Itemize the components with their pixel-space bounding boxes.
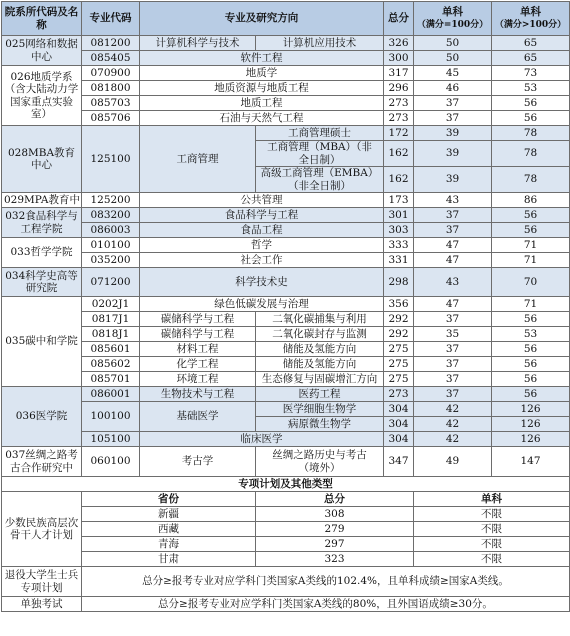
major-cell: 地质学 (140, 66, 384, 81)
table-row (2, 342, 570, 357)
single-over100-cell: 56 (492, 208, 570, 223)
table-row (2, 51, 570, 66)
single-over100-cell: 78 (492, 167, 570, 193)
code-cell: 0202J1 (82, 297, 140, 312)
total-cell: 304 (384, 417, 414, 432)
single-over100-cell: 65 (492, 36, 570, 51)
single-over100-cell: 126 (492, 402, 570, 417)
table-header-row (2, 2, 570, 36)
minority-plan-label: 少数民族高层次骨干人才计划 (2, 492, 82, 567)
single-100-cell: 39 (414, 126, 492, 141)
total-cell: 273 (384, 387, 414, 402)
major-cell: 化学工程 (140, 357, 256, 372)
veteran-plan-label: 退役大学生士兵专项计划 (2, 567, 82, 597)
solo-exam-text: 总分≥报考专业对应学科门类国家A类线的80%，且外国语成绩≥30分。 (82, 597, 570, 612)
direction-cell: 计算机应用技术 (256, 36, 384, 51)
single-100-cell: 37 (414, 372, 492, 387)
table-row (2, 447, 570, 477)
code-cell: 010100 (82, 238, 140, 253)
single-100-cell: 37 (414, 387, 492, 402)
single-100-cell: 43 (414, 193, 492, 208)
major-cell: 碳储科学与工程 (140, 312, 256, 327)
total-cell: 275 (384, 342, 414, 357)
table-row (2, 96, 570, 111)
code-cell: 085701 (82, 372, 140, 387)
major-cell: 公共管理 (140, 193, 384, 208)
minority-row (2, 507, 570, 522)
major-cell: 软件工程 (140, 51, 384, 66)
header-single-100-note: （满分=100分） (416, 20, 489, 30)
code-cell: 0818J1 (82, 327, 140, 342)
solo-exam-label: 单独考试 (2, 597, 82, 612)
total-cell: 298 (384, 268, 414, 297)
province-cell: 西藏 (82, 522, 256, 537)
total-cell: 297 (256, 537, 414, 552)
single-100-cell: 50 (414, 51, 492, 66)
table-row (2, 268, 570, 297)
single-over100-cell: 56 (492, 387, 570, 402)
dept-cell: 034科学史高等研究院 (2, 268, 82, 297)
single-over100-cell: 78 (492, 126, 570, 141)
single-100-cell: 42 (414, 417, 492, 432)
header-dept: 院系所代码及名称 (2, 2, 82, 36)
total-cell: 275 (384, 357, 414, 372)
province-cell: 青海 (82, 537, 256, 552)
code-cell: 086003 (82, 223, 140, 238)
special-section-title-row (2, 477, 570, 492)
major-cell: 地质工程 (140, 96, 384, 111)
table-row (2, 126, 570, 141)
province-cell: 甘肃 (82, 552, 256, 567)
major-cell: 食品工程 (140, 223, 384, 238)
total-cell: 173 (384, 193, 414, 208)
total-cell: 304 (384, 402, 414, 417)
single-100-cell: 37 (414, 111, 492, 126)
major-cell: 生物技术与工程 (140, 387, 256, 402)
dept-cell: 033哲学学院 (2, 238, 82, 268)
table-row (2, 432, 570, 447)
single-100-cell: 37 (414, 312, 492, 327)
header-total: 总分 (256, 492, 414, 507)
veteran-plan-row (2, 567, 570, 597)
major-cell: 石油与天然气工程 (140, 111, 384, 126)
major-cell: 科学技术史 (140, 268, 384, 297)
total-cell: 323 (256, 552, 414, 567)
code-cell: 071200 (82, 268, 140, 297)
header-single-100-label: 单科 (442, 5, 463, 18)
single-over100-cell: 56 (492, 111, 570, 126)
single-100-cell: 47 (414, 297, 492, 312)
single-over100-cell: 56 (492, 96, 570, 111)
single-100-cell: 49 (414, 447, 492, 477)
single-over100-cell: 147 (492, 447, 570, 477)
major-cell: 计算机科学与技术 (140, 36, 256, 51)
single-100-cell: 42 (414, 402, 492, 417)
total-cell: 172 (384, 126, 414, 141)
single-100-cell: 47 (414, 238, 492, 253)
single-100-cell: 37 (414, 223, 492, 238)
major-cell: 社会工作 (140, 253, 384, 268)
major-cell: 绿色低碳发展与治理 (140, 297, 384, 312)
single-over100-cell: 70 (492, 268, 570, 297)
single-over100-cell: 126 (492, 432, 570, 447)
total-cell: 304 (384, 432, 414, 447)
total-cell: 347 (384, 447, 414, 477)
province-cell: 新疆 (82, 507, 256, 522)
direction-cell: 医学细胞生物学 (256, 402, 384, 417)
single-over100-cell: 86 (492, 193, 570, 208)
single-100-cell: 39 (414, 141, 492, 167)
single-cell: 不限 (414, 507, 570, 522)
direction-cell: 生态修复与固碳增汇方向 (256, 372, 384, 387)
code-cell: 070900 (82, 66, 140, 81)
code-cell: 100100 (82, 402, 140, 432)
single-100-cell: 35 (414, 327, 492, 342)
table-row (2, 297, 570, 312)
direction-cell: 丝绸之路历史与考古（境外） (256, 447, 384, 477)
table-row (2, 357, 570, 372)
major-cell: 碳储科学与工程 (140, 327, 256, 342)
single-over100-cell: 56 (492, 223, 570, 238)
single-over100-cell: 53 (492, 327, 570, 342)
dept-cell: 037丝绸之路考古合作研究中 (2, 447, 82, 477)
total-cell: 292 (384, 327, 414, 342)
header-code: 专业代码 (82, 2, 140, 36)
direction-cell: 储能及氢能方向 (256, 357, 384, 372)
direction-cell: 储能及氢能方向 (256, 342, 384, 357)
header-single-100 (414, 2, 492, 36)
total-cell: 273 (384, 96, 414, 111)
code-cell: 085601 (82, 342, 140, 357)
single-over100-cell: 56 (492, 357, 570, 372)
direction-cell: 二氧化碳封存与监测 (256, 327, 384, 342)
single-100-cell: 45 (414, 66, 492, 81)
table-row (2, 238, 570, 253)
major-cell: 哲学 (140, 238, 384, 253)
single-over100-cell: 73 (492, 66, 570, 81)
single-cell: 不限 (414, 522, 570, 537)
single-100-cell: 37 (414, 96, 492, 111)
single-100-cell: 50 (414, 36, 492, 51)
total-cell: 331 (384, 253, 414, 268)
header-major: 专业及研究方向 (140, 2, 384, 36)
total-cell: 308 (256, 507, 414, 522)
total-cell: 317 (384, 66, 414, 81)
table-row (2, 327, 570, 342)
code-cell: 105100 (82, 432, 140, 447)
total-cell: 162 (384, 167, 414, 193)
code-cell: 0817J1 (82, 312, 140, 327)
single-100-cell: 43 (414, 268, 492, 297)
table-row (2, 253, 570, 268)
table-row (2, 312, 570, 327)
dept-cell: 028MBA教育中心 (2, 126, 82, 193)
header-single-over100 (492, 2, 570, 36)
direction-cell: 高级工商管理（EMBA）（非全日制） (256, 167, 384, 193)
single-over100-cell: 71 (492, 238, 570, 253)
direction-cell: 病原微生物学 (256, 417, 384, 432)
single-100-cell: 37 (414, 357, 492, 372)
total-cell: 326 (384, 36, 414, 51)
minority-row (2, 537, 570, 552)
single-100-cell: 37 (414, 208, 492, 223)
header-single-over100-note: （满分>100分） (494, 20, 567, 30)
code-cell: 085703 (82, 96, 140, 111)
single-100-cell: 37 (414, 342, 492, 357)
total-cell: 300 (384, 51, 414, 66)
total-cell: 356 (384, 297, 414, 312)
single-cell: 不限 (414, 552, 570, 567)
header-single-over100-label: 单科 (520, 5, 541, 18)
direction-cell: 医药工程 (256, 387, 384, 402)
total-cell: 279 (256, 522, 414, 537)
major-cell: 地质资源与地质工程 (140, 81, 384, 96)
dept-cell: 029MPA教育中 (2, 193, 82, 208)
table-row (2, 208, 570, 223)
minority-header-row (2, 492, 570, 507)
total-cell: 273 (384, 111, 414, 126)
single-over100-cell: 71 (492, 297, 570, 312)
single-over100-cell: 56 (492, 312, 570, 327)
single-over100-cell: 71 (492, 253, 570, 268)
total-cell: 333 (384, 238, 414, 253)
total-cell: 303 (384, 223, 414, 238)
major-cell: 工商管理 (140, 126, 256, 193)
single-100-cell: 47 (414, 253, 492, 268)
code-cell: 085602 (82, 357, 140, 372)
header-total: 总分 (384, 2, 414, 36)
direction-cell: 工商管理硕士 (256, 126, 384, 141)
major-cell: 环境工程 (140, 372, 256, 387)
single-over100-cell: 126 (492, 417, 570, 432)
code-cell: 085706 (82, 111, 140, 126)
solo-exam-row (2, 597, 570, 612)
single-100-cell: 39 (414, 167, 492, 193)
major-cell: 临床医学 (140, 432, 384, 447)
table-row (2, 81, 570, 96)
special-section-title: 专项计划及其他类型 (2, 477, 570, 492)
minority-row (2, 522, 570, 537)
single-cell: 不限 (414, 537, 570, 552)
code-cell: 125100 (82, 126, 140, 193)
code-cell: 060100 (82, 447, 140, 477)
total-cell: 296 (384, 81, 414, 96)
table-row (2, 66, 570, 81)
code-cell: 083200 (82, 208, 140, 223)
minority-row (2, 552, 570, 567)
single-over100-cell: 56 (492, 372, 570, 387)
table-row (2, 36, 570, 51)
code-cell: 081200 (82, 36, 140, 51)
header-province: 省份 (82, 492, 256, 507)
major-cell: 考古学 (140, 447, 256, 477)
major-cell: 食品科学与工程 (140, 208, 384, 223)
code-cell: 086001 (82, 387, 140, 402)
code-cell: 035200 (82, 253, 140, 268)
table-row (2, 223, 570, 238)
dept-cell: 035碳中和学院 (2, 297, 82, 387)
total-cell: 275 (384, 372, 414, 387)
direction-cell: 二氧化碳捕集与利用 (256, 312, 384, 327)
veteran-plan-text: 总分≥报考专业对应学科门类国家A类线的102.4%，且单科成绩≥国家A类线。 (82, 567, 570, 597)
single-over100-cell: 53 (492, 81, 570, 96)
dept-cell: 025网络和数据中心 (2, 36, 82, 66)
total-cell: 292 (384, 312, 414, 327)
table-row (2, 387, 570, 402)
table-row (2, 402, 570, 417)
code-cell: 125200 (82, 193, 140, 208)
single-over100-cell: 56 (492, 342, 570, 357)
major-cell: 材料工程 (140, 342, 256, 357)
single-over100-cell: 78 (492, 141, 570, 167)
major-cell: 基础医学 (140, 402, 256, 432)
total-cell: 162 (384, 141, 414, 167)
code-cell: 085405 (82, 51, 140, 66)
dept-cell: 032食品科学与工程学院 (2, 208, 82, 238)
dept-cell: 026地质学系（含大陆动力学国家重点实验室） (2, 66, 82, 126)
header-single: 单科 (414, 492, 570, 507)
single-over100-cell: 65 (492, 51, 570, 66)
table-row (2, 193, 570, 208)
admission-score-table (1, 1, 570, 612)
single-100-cell: 42 (414, 432, 492, 447)
direction-cell: 工商管理（MBA）（非全日制） (256, 141, 384, 167)
table-row (2, 111, 570, 126)
table-row (2, 372, 570, 387)
dept-cell: 036医学院 (2, 387, 82, 447)
total-cell: 301 (384, 208, 414, 223)
single-100-cell: 46 (414, 81, 492, 96)
code-cell: 081800 (82, 81, 140, 96)
